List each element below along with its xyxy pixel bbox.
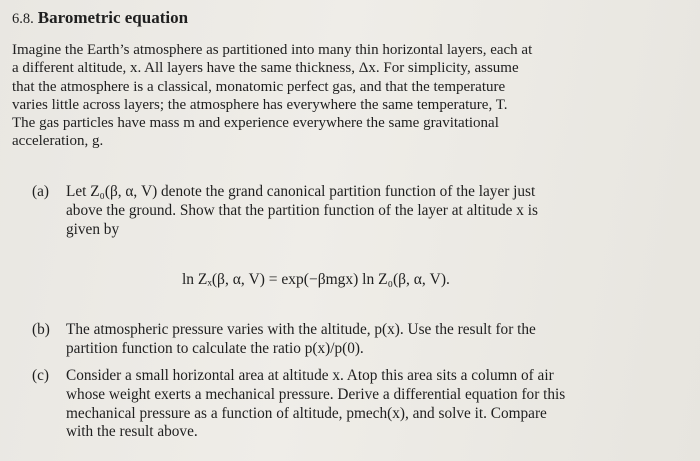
part-line: whose weight exerts a mechanical pressure. Derive a differential equation for this — [66, 385, 566, 403]
problem-title: Barometric equation — [37, 8, 189, 27]
part-line: Consider a small horizontal area at altitude x. Atop this area sits a column of air — [66, 367, 554, 384]
problem-number: 6.8. — [12, 11, 34, 27]
part-line: Let Z₀(β, α, V) denote the grand canonical partition function of the layer just — [66, 183, 536, 200]
part-label: (a) — [32, 183, 49, 200]
problem-intro — [12, 41, 660, 151]
part-body — [66, 367, 672, 442]
intro-line: The gas particles have mass m and experience everywhere the same gravitational — [12, 115, 499, 132]
intro-line: varies little across layers; the atmosphere has everywhere the same temperature, T. — [12, 96, 508, 113]
intro-line: Imagine the Earth’s atmosphere as partitioned into many thin horizontal layers, each at — [12, 42, 533, 58]
part-body — [66, 183, 672, 239]
part-line: partition function to calculate the ratio p(x)/p(0). — [66, 339, 364, 357]
part-label: (c) — [32, 367, 49, 384]
part-body — [66, 321, 672, 359]
part-line: mechanical pressure as a function of altitude, pmech(x), and solve it. Compare — [66, 404, 547, 422]
partition-function-equation: ln Zₓ(β, α, V) = exp(−βmgx) ln Z₀(β, α, V). — [182, 271, 450, 288]
part-line: with the result above. — [66, 423, 198, 441]
intro-line: that the atmosphere is a classical, monatomic perfect gas, and that the temperature — [12, 78, 506, 95]
part-line: given by — [66, 220, 120, 238]
part-label: (b) — [32, 321, 50, 338]
intro-line: a different altitude, x. All layers have the same thickness, Δx. For simplicity, assume — [12, 60, 519, 77]
part-line: The atmospheric pressure varies with the altitude, p(x). Use the result for the — [66, 321, 536, 338]
problem-heading — [12, 8, 188, 29]
intro-line: acceleration, g. — [12, 133, 104, 150]
part-line: above the ground. Show that the partition function of the layer at altitude x is — [66, 201, 538, 219]
